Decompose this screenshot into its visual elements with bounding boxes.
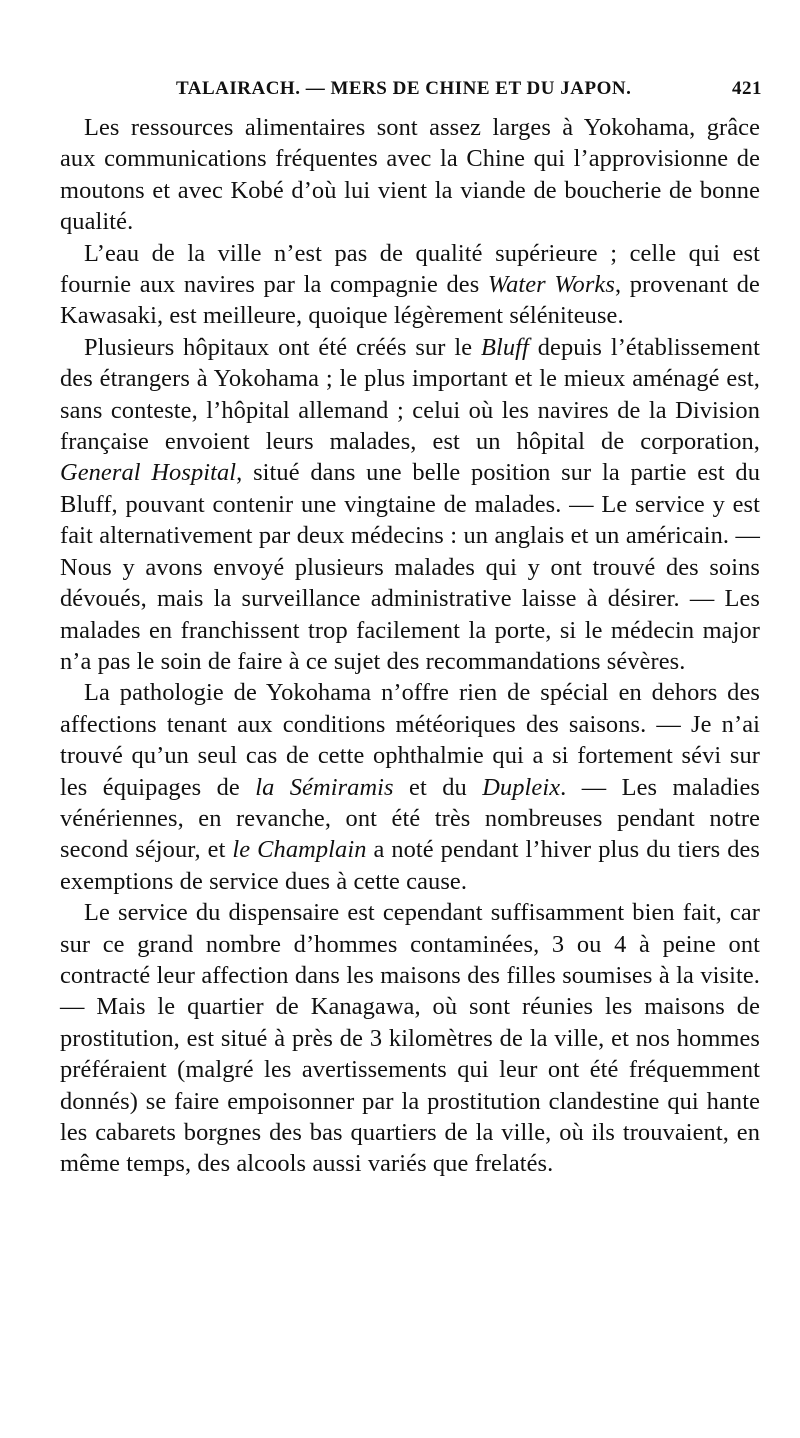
paragraph: [60, 112, 760, 238]
text-run: Plusieurs hôpitaux ont été créés sur le: [84, 333, 481, 361]
text-run: a noté pendant l’hiver plus du tiers des exemptions de service dues à cette cause.: [60, 836, 761, 895]
running-header: [60, 72, 760, 112]
running-title: TALAIRACH. — MERS DE CHINE ET DU JAPON.: [176, 78, 632, 99]
italic-run: Dupleix: [482, 773, 561, 801]
italic-run: Bluff: [480, 333, 529, 361]
text-run: , provenant de Kawasaki, est meilleure, quoique légèrement séléniteuse.: [60, 271, 760, 330]
text-run: , situé dans une belle position sur la partie est du Bluff, pouvant contenir une vingtaine de malades. — Le service y est fait alternativement par deux médecins : un anglais et un américain. — Nous y avons envoyé plusieurs malades qui y ont trouvé des soins dévoués, mais la surveillance administrative laisse à désirer. — Les malades en franchissent trop facilement la porte, si le médecin major n’a pas le soin de faire à ce sujet des recommandations sévères.: [60, 459, 760, 675]
page-number: 421: [732, 78, 762, 99]
italic-run: General Hospital: [60, 459, 237, 487]
text-run: . — Les maladies vénériennes, en revanche, ont été très nombreuses pendant notre second séjour, et: [60, 773, 760, 864]
italic-run: le Champlain: [232, 836, 367, 864]
text-run: et du: [393, 773, 483, 801]
paragraph: [60, 238, 760, 332]
italic-run: Water Works: [487, 271, 615, 299]
book-page: [60, 72, 760, 1180]
text-run: L’eau de la ville n’est pas de qualité supérieure ; celle qui est fournie aux navires par la compagnie des: [60, 239, 760, 299]
italic-run: la Sémiramis: [255, 773, 394, 801]
paragraph: [60, 897, 760, 1180]
text-run: Les ressources alimentaires sont assez larges à Yokohama, grâce aux communications fréquentes avec la Chine qui l’approvisionne de moutons et avec Kobé d’où lui vient la viande de boucherie de bonne qualité.: [60, 114, 760, 236]
text-run: Le service du dispensaire est cependant suffisamment bien fait, car sur ce grand nombre d’hommes contaminées, 3 ou 4 à peine ont contracté leur affection dans les maisons des filles soumises à la visite. — Mais le quartier de Kanagawa, où sont réunies les maisons de prostitution, est situé à près de 3 kilomètres de la ville, et nos hommes préféraient (malgré les avertissements qui leur ont été fréquemment donnés) se faire empoisonner par la prostitution clandestine qui hante les cabarets borgnes des bas quartiers de la ville, où ils trouvaient, en même temps, des alcools aussi variés que frelatés.: [60, 899, 760, 1178]
body-text: [60, 112, 760, 1180]
paragraph: [60, 677, 760, 897]
text-run: La pathologie de Yokohama n’offre rien de spécial en dehors des affections tenant aux conditions météoriques des saisons. — Je n’ai trouvé qu’un seul cas de cette ophthalmie qui a si fortement sévi sur les équipages de: [60, 679, 760, 801]
text-run: depuis l’établissement des étrangers à Yokohama ; le plus important et le mieux aménagé est, sans conteste, l’hôpital allemand ; celui où les navires de la Division française envoient leurs malades, est un hôpital de corporation,: [60, 333, 760, 456]
paragraph: [60, 332, 760, 677]
